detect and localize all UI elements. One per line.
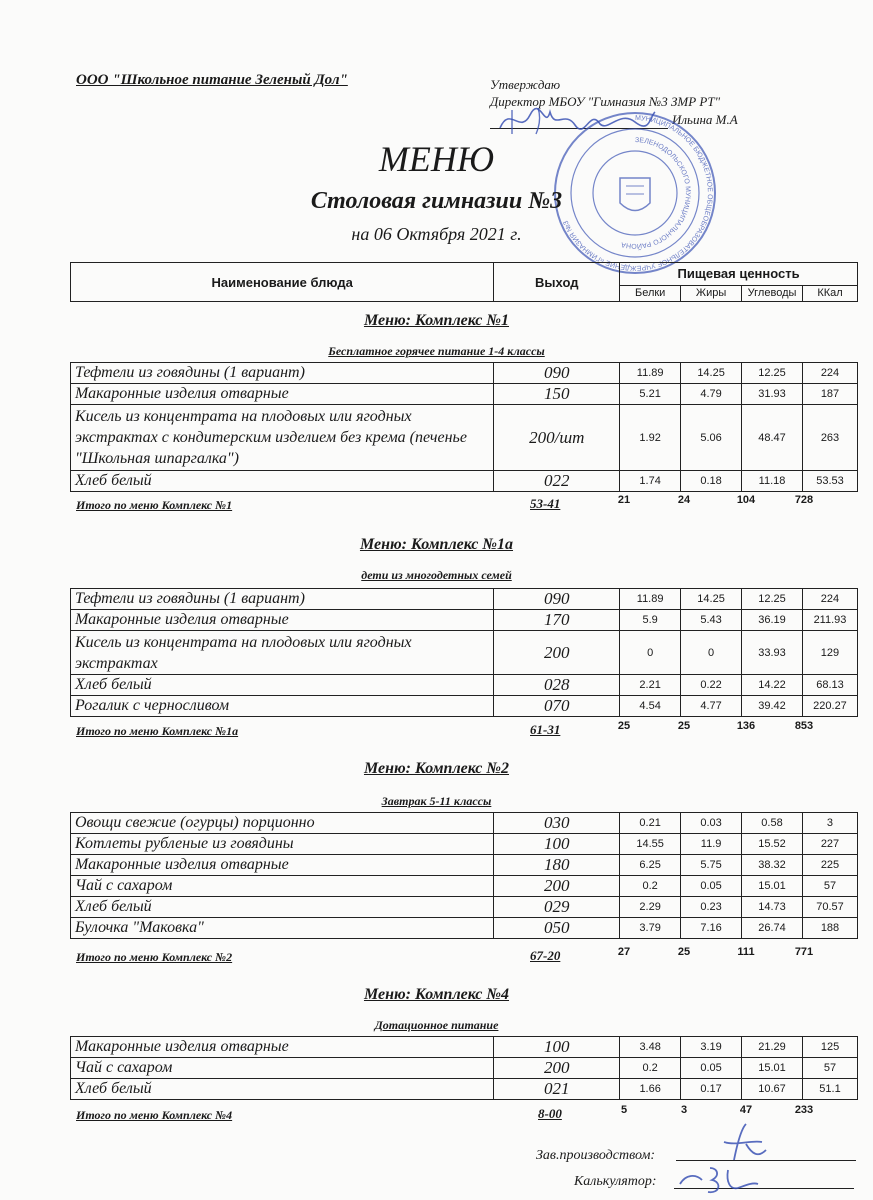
dish-fat: 5.43 [681,610,742,631]
dish-kcal: 225 [802,855,857,876]
dish-output: 200/шт [494,405,620,471]
menu-table [70,812,858,939]
total-label: Итого по меню Комплекс №1 [76,498,233,512]
table-row [71,384,858,405]
dish-fat: 7.16 [681,918,742,939]
dish-kcal: 51.1 [803,1079,858,1100]
production-signature [716,1120,776,1166]
dish-carbs: 0.58 [742,813,803,834]
dish-name: Тефтели из говядины (1 вариант) [71,589,494,610]
dish-name: Чай с сахаром [71,876,494,897]
section-title: Меню: Комплекс №2 [363,760,510,777]
dish-protein: 1.66 [620,1079,681,1100]
table-row [71,876,858,897]
dish-kcal: 188 [802,918,857,939]
dish-output: 150 [494,384,620,405]
dish-output: 200 [494,1058,620,1079]
total-price: 67-20 [530,948,561,963]
dish-output: 090 [494,363,620,384]
total-protein: 21 [617,494,631,506]
dish-fat: 0 [681,631,742,675]
dish-carbs: 15.01 [742,876,803,897]
dish-protein: 11.89 [620,589,681,610]
dish-protein: 0 [620,631,681,675]
section-subtitle: Дотационное питание [374,1018,499,1032]
dish-name: Хлеб белый [71,675,494,696]
section-title: Меню: Комплекс №4 [363,986,510,1003]
dish-name: Котлеты рубленые из говядины [71,834,494,855]
dish-fat: 0.03 [681,813,742,834]
dish-name: Рогалик с черносливом [71,696,494,717]
dish-name: Тефтели из говядины (1 вариант) [71,363,494,384]
dish-fat: 0.18 [681,471,742,492]
table-row [71,631,858,675]
total-label: Итого по меню Комплекс №2 [76,950,233,964]
dish-protein: 0.2 [620,876,681,897]
table-row [71,471,858,492]
table-row [71,405,858,471]
dish-protein: 4.54 [620,696,681,717]
column-dish-name: Наименование блюда [71,263,494,302]
dish-output: 100 [494,1037,620,1058]
dish-protein: 3.79 [620,918,681,939]
dish-output: 180 [494,855,620,876]
production-label: Зав.производством: [536,1148,656,1163]
total-kcal: 771 [794,946,814,958]
dish-protein: 2.21 [620,675,681,696]
total-fat: 3 [680,1104,688,1116]
dish-output: 021 [494,1079,620,1100]
dish-output: 050 [494,918,620,939]
menu-table [70,1036,858,1100]
dish-fat: 11.9 [681,834,742,855]
section-title: Меню: Комплекс №1 [363,312,510,329]
total-carbs: 136 [736,720,756,732]
dish-name: Хлеб белый [71,897,494,918]
dish-output: 200 [494,876,620,897]
dish-name: Хлеб белый [71,471,494,492]
dish-carbs: 26.74 [742,918,803,939]
total-fat: 24 [677,494,691,506]
total-price: 8-00 [538,1106,562,1121]
dish-output: 200 [494,631,620,675]
column-output: Выход [494,263,620,302]
total-label: Итого по меню Комплекс №4 [76,1108,233,1122]
dish-carbs: 21.29 [742,1037,803,1058]
table-row [71,696,858,717]
dish-fat: 5.75 [681,855,742,876]
menu-table [70,362,858,492]
dish-kcal: 220.27 [802,696,857,717]
total-price: 53-41 [530,496,561,511]
dish-fat: 14.25 [681,363,742,384]
section-subtitle: Завтрак 5-11 классы [381,794,492,808]
dish-output: 100 [494,834,620,855]
dish-kcal: 70.57 [802,897,857,918]
dish-fat: 0.05 [681,1058,742,1079]
dish-kcal: 125 [803,1037,858,1058]
dish-fat: 14.25 [681,589,742,610]
table-row [71,1058,858,1079]
dish-output: 029 [494,897,620,918]
dish-name: Макаронные изделия отварные [71,610,494,631]
dish-fat: 0.17 [681,1079,742,1100]
dish-kcal: 53.53 [802,471,857,492]
section-title: Меню: Комплекс №1а [359,536,514,553]
dish-protein: 14.55 [620,834,681,855]
dish-output: 030 [494,813,620,834]
dish-name: Булочка "Маковка" [71,918,494,939]
dish-protein: 3.48 [620,1037,681,1058]
total-fat: 25 [677,946,691,958]
dish-kcal: 129 [802,631,857,675]
total-carbs: 104 [736,494,756,506]
total-kcal: 853 [794,720,814,732]
page-title: МЕНЮ [378,139,495,179]
table-row [71,1079,858,1100]
column-nutrition: Пищевая ценность [620,263,858,286]
dish-fat: 4.79 [681,384,742,405]
total-fat: 25 [677,720,691,732]
dish-kcal: 57 [803,1058,858,1079]
dish-carbs: 38.32 [742,855,803,876]
dish-carbs: 15.52 [742,834,803,855]
dish-carbs: 39.42 [742,696,803,717]
dish-carbs: 10.67 [742,1079,803,1100]
column-protein: Белки [620,285,681,301]
dish-kcal: 3 [802,813,857,834]
dish-carbs: 15.01 [742,1058,803,1079]
total-protein: 25 [617,720,631,732]
dish-name: Хлеб белый [71,1079,494,1100]
total-price: 61-31 [530,722,561,737]
dish-fat: 3.19 [681,1037,742,1058]
director-name: Ильина М.А [672,112,738,127]
svg-text:ЗЕЛЕНОДОЛЬСКОГО МУНИЦИПАЛЬНОГО: ЗЕЛЕНОДОЛЬСКОГО МУНИЦИПАЛЬНОГО РАЙОНА [620,136,692,250]
total-carbs: 111 [737,946,755,958]
dish-kcal: 57 [802,876,857,897]
dish-carbs: 33.93 [742,631,803,675]
dish-protein: 5.9 [620,610,681,631]
dish-output: 090 [494,589,620,610]
table-row [71,834,858,855]
dish-name: Макаронные изделия отварные [71,855,494,876]
column-kcal: ККал [803,285,858,301]
dish-carbs: 36.19 [742,610,803,631]
calculator-label: Калькулятор: [574,1174,657,1189]
dish-fat: 5.06 [681,405,742,471]
approve-label: Утверждаю [490,77,561,92]
table-row [71,918,858,939]
dish-carbs: 31.93 [742,384,803,405]
table-row [71,589,858,610]
dish-protein: 0.2 [620,1058,681,1079]
dish-kcal: 68.13 [802,675,857,696]
dish-protein: 0.21 [620,813,681,834]
menu-date: на 06 Октября 2021 г. [351,224,522,244]
column-carbs: Углеводы [742,285,803,301]
dish-kcal: 224 [802,589,857,610]
dish-name: Макаронные изделия отварные [71,1037,494,1058]
page-subtitle: Столовая гимназии №3 [310,188,563,214]
dish-kcal: 224 [802,363,857,384]
dish-output: 070 [494,696,620,717]
dish-kcal: 263 [802,405,857,471]
dish-fat: 0.22 [681,675,742,696]
total-protein: 27 [617,946,631,958]
dish-carbs: 12.25 [742,589,803,610]
dish-protein: 6.25 [620,855,681,876]
dish-carbs: 14.22 [742,675,803,696]
dish-protein: 2.29 [620,897,681,918]
dish-kcal: 187 [802,384,857,405]
dish-name: Кисель из концентрата на плодовых или ягодных экстрактах [71,631,494,675]
organization-name: ООО "Школьное питание Зеленый Дол" [76,72,348,88]
dish-protein: 5.21 [620,384,681,405]
dish-carbs: 14.73 [742,897,803,918]
table-row [71,855,858,876]
table-row [71,363,858,384]
table-row [71,1037,858,1058]
dish-name: Чай с сахаром [71,1058,494,1079]
dish-kcal: 211.93 [802,610,857,631]
svg-text:МУНИЦИПАЛЬНОЕ БЮДЖЕТНОЕ ОБЩЕОБ: МУНИЦИПАЛЬНОЕ БЮДЖЕТНОЕ ОБЩЕОБРАЗОВАТЕЛЬНОЕ УЧРЕЖДЕНИЕ «ГИМНАЗИЯ №3 [562,114,713,272]
dish-output: 170 [494,610,620,631]
dish-protein: 1.74 [620,471,681,492]
table-row [71,897,858,918]
dish-output: 028 [494,675,620,696]
total-carbs: 47 [739,1104,753,1116]
dish-output: 022 [494,471,620,492]
menu-table [70,588,858,717]
dish-carbs: 12.25 [742,363,803,384]
dish-fat: 4.77 [681,696,742,717]
calculator-signature [672,1162,762,1198]
table-row [71,610,858,631]
total-kcal: 233 [794,1104,814,1116]
table-row [71,813,858,834]
column-fat: Жиры [681,285,742,301]
dish-name: Овощи свежие (огурцы) порционно [71,813,494,834]
dish-name: Кисель из концентрата на плодовых или ягодных экстрактах с кондитерским изделием без крема (печенье "Школьная шпаргалка") [71,405,494,471]
dish-protein: 11.89 [620,363,681,384]
dish-kcal: 227 [802,834,857,855]
total-label: Итого по меню Комплекс №1а [76,724,239,738]
dish-carbs: 11.18 [742,471,803,492]
dish-name: Макаронные изделия отварные [71,384,494,405]
dish-fat: 0.23 [681,897,742,918]
approve-position: Директор МБОУ "Гимназия №3 ЗМР РТ" [490,94,721,109]
total-protein: 5 [620,1104,628,1116]
dish-protein: 1.92 [620,405,681,471]
dish-fat: 0.05 [681,876,742,897]
total-kcal: 728 [794,494,814,506]
table-row [71,675,858,696]
dish-carbs: 48.47 [742,405,803,471]
section-subtitle: Бесплатное горячее питание 1-4 классы [328,344,545,358]
section-subtitle: дети из многодетных семей [361,568,512,582]
menu-table-header [70,262,858,302]
